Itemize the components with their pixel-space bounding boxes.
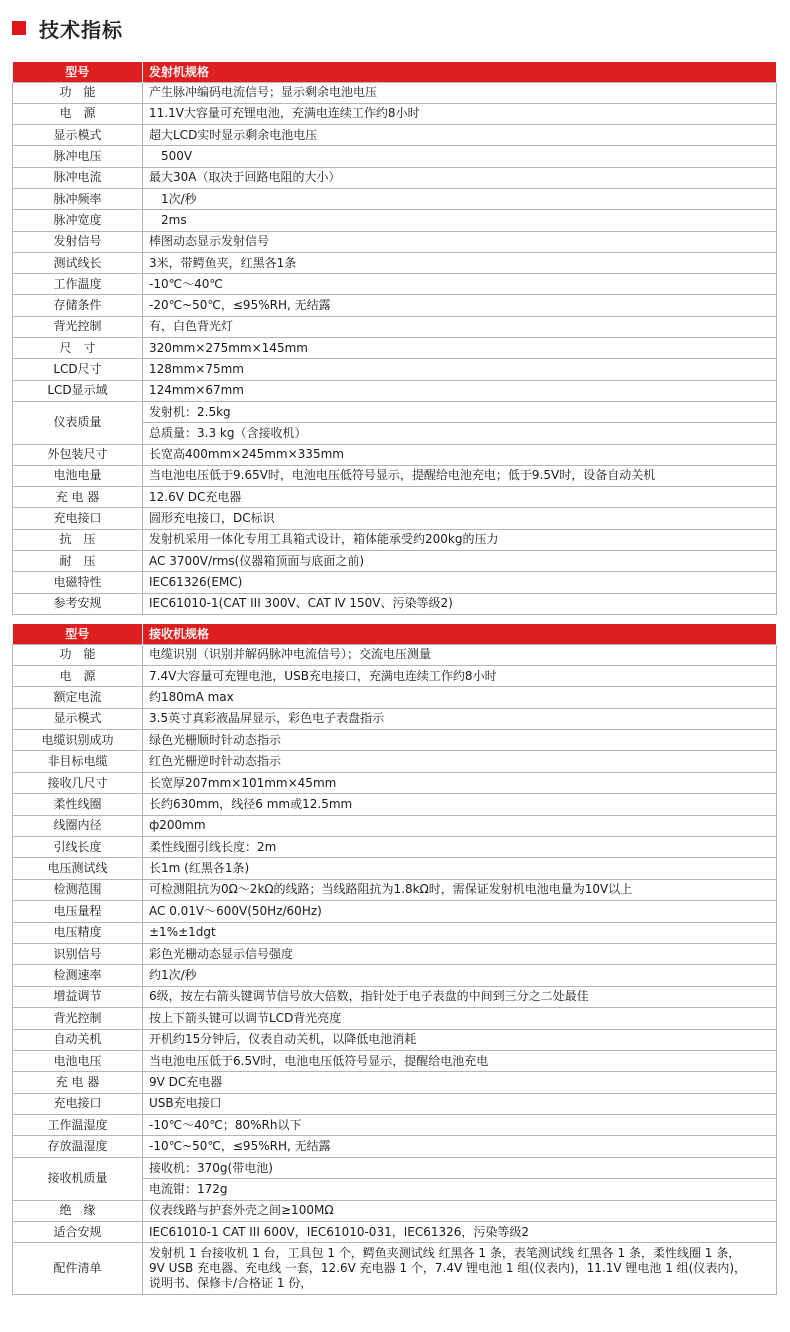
table-row [13, 465, 777, 486]
spec-label: 存储条件 [13, 295, 143, 316]
spec-value: 长宽高400mm×245mm×335mm [143, 444, 777, 465]
spec-value: 超大LCD实时显示剩余电池电压 [143, 125, 777, 146]
spec-label: 引线长度 [13, 837, 143, 858]
spec-label: 耐 压 [13, 551, 143, 572]
spec-label: 接收几尺寸 [13, 772, 143, 793]
spec-value: -10℃～40℃；80%Rh以下 [143, 1115, 777, 1136]
table-row [13, 295, 777, 316]
table-row [13, 879, 777, 900]
spec-label: 仪表质量 [13, 401, 143, 444]
table-row [13, 103, 777, 124]
spec-value: 当电池电压低于6.5V时，电池电压低符号显示，提醒给电池充电 [143, 1050, 777, 1071]
spec-label: 功 能 [13, 82, 143, 103]
spec-value: 320mm×275mm×145mm [143, 338, 777, 359]
table-row [13, 125, 777, 146]
spec-label: 电 源 [13, 103, 143, 124]
spec-label: 抗 压 [13, 529, 143, 550]
spec-value: 仪表线路与护套外壳之间≥100MΩ [143, 1200, 777, 1221]
table-row [13, 508, 777, 529]
spec-value: IEC61010-1(CAT III 300V、CAT Ⅳ 150V、污染等级2) [143, 593, 777, 614]
table-row [13, 687, 777, 708]
table-row [13, 815, 777, 836]
table-row [13, 1222, 777, 1243]
spec-value: 可检测阻抗为0Ω～2kΩ的线路；当线路阻抗为1.8kΩ时，需保证发射机电池电量为10V以上 [143, 879, 777, 900]
spec-label: 电 源 [13, 665, 143, 686]
section-heading [12, 14, 123, 42]
spec-label: 检测范围 [13, 879, 143, 900]
spec-value: 长宽厚207mm×101mm×45mm [143, 772, 777, 793]
spec-label: 增益调节 [13, 986, 143, 1007]
spec-label: 柔性线圈 [13, 794, 143, 815]
spec-label: 充电接口 [13, 508, 143, 529]
spec-value: 3.5英寸真彩液晶屏显示，彩色电子表盘指示 [143, 708, 777, 729]
table-row [13, 837, 777, 858]
table-row [13, 188, 777, 209]
spec-label: 显示模式 [13, 125, 143, 146]
spec-label: 参考安规 [13, 593, 143, 614]
red-square-icon [12, 21, 26, 35]
table-row [13, 252, 777, 273]
table-row [13, 210, 777, 231]
table-row [13, 665, 777, 686]
spec-value: 按上下箭头键可以调节LCD背光亮度 [143, 1008, 777, 1029]
spec-value: 11.1V大容量可充锂电池，充满电连续工作约8小时 [143, 103, 777, 124]
spec-value: 发射机：2.5kg [143, 401, 777, 422]
spec-label: LCD显示域 [13, 380, 143, 401]
table-row [13, 167, 777, 188]
spec-value: 7.4V大容量可充锂电池，USB充电接口，充满电连续工作约8小时 [143, 665, 777, 686]
spec-value-line: 说明书、保修卡/合格证 1 份， [149, 1276, 313, 1291]
spec-value: -10℃~50℃，≤95%RH, 无结露 [143, 1136, 777, 1157]
spec-value: 接收机：370g(带电池) [143, 1157, 777, 1178]
spec-label: 电缆识别成功 [13, 730, 143, 751]
spec-value: 约1次/秒 [143, 965, 777, 986]
spec-label: 功 能 [13, 644, 143, 665]
spec-label: 额定电流 [13, 687, 143, 708]
spec-value: 约180mA max [143, 687, 777, 708]
spec-value: 9V DC充电器 [143, 1072, 777, 1093]
table-row [13, 1136, 777, 1157]
spec-value: 当电池电压低于9.65V时，电池电压低符号显示，提醒给电池充电；低于9.5V时，设备自动关机 [143, 465, 777, 486]
spec-value: ±1%±1dgt [143, 922, 777, 943]
spec-value: -10℃～40℃ [143, 274, 777, 295]
spec-value: 棒图动态显示发射信号 [143, 231, 777, 252]
spec-value-line: 发射机 1 台接收机 1 台，工具包 1 个，鳄鱼夹测试线 红黑各 1 条，表笔测试线 红黑各 1 条，柔性线圈 1 条， [149, 1246, 741, 1261]
spec-value: ф200mm [143, 815, 777, 836]
table-row [13, 1050, 777, 1071]
spec-value: USB充电接口 [143, 1093, 777, 1114]
table-row [13, 316, 777, 337]
spec-label: 工作温湿度 [13, 1115, 143, 1136]
table-row [13, 1157, 777, 1178]
spec-label: 充 电 器 [13, 487, 143, 508]
table-row [13, 231, 777, 252]
spec-label: 工作温度 [13, 274, 143, 295]
header-model: 型号 [13, 62, 143, 82]
spec-value: 有，白色背光灯 [143, 316, 777, 337]
spec-value: IEC61010-1 CAT III 600V，IEC61010-031，IEC61326，污染等级2 [143, 1222, 777, 1243]
page-title: 技术指标 [39, 17, 123, 42]
spec-label: 显示模式 [13, 708, 143, 729]
spec-label: 电磁特性 [13, 572, 143, 593]
table-row [13, 551, 777, 572]
spec-value: 12.6V DC充电器 [143, 487, 777, 508]
spec-label: 自动关机 [13, 1029, 143, 1050]
spec-value: 1次/秒 [143, 188, 777, 209]
table-row [13, 794, 777, 815]
spec-value-line: 9V USB 充电器、充电线 一套，12.6V 充电器 1 个，7.4V 锂电池 1 组(仪表内)，11.1V 锂电池 1 组(仪表内)， [149, 1261, 747, 1276]
table-row [13, 943, 777, 964]
spec-label: 外包装尺寸 [13, 444, 143, 465]
spec-label: 测试线长 [13, 252, 143, 273]
spec-value: 128mm×75mm [143, 359, 777, 380]
table-row [13, 359, 777, 380]
spec-label: 检测速率 [13, 965, 143, 986]
spec-value: 长1m (红黑各1条) [143, 858, 777, 879]
spec-value: IEC61326(EMC) [143, 572, 777, 593]
table-row [13, 901, 777, 922]
table-row [13, 444, 777, 465]
table-row [13, 1093, 777, 1114]
spec-value: 彩色光栅动态显示信号强度 [143, 943, 777, 964]
spec-label: 电压精度 [13, 922, 143, 943]
table-row [13, 1115, 777, 1136]
spec-value: 绿色光栅顺时针动态指示 [143, 730, 777, 751]
table-row [13, 751, 777, 772]
table-row [13, 1029, 777, 1050]
spec-label: 尺 寸 [13, 338, 143, 359]
spec-value: 总质量：3.3 kg（含接收机） [143, 423, 777, 444]
table-row [13, 1008, 777, 1029]
table-row [13, 1072, 777, 1093]
table-row [13, 858, 777, 879]
spec-value: 电缆识别（识别并解码脉冲电流信号）；交流电压测量 [143, 644, 777, 665]
spec-label: 电池电压 [13, 1050, 143, 1071]
spec-label: 充 电 器 [13, 1072, 143, 1093]
spec-label: 充电接口 [13, 1093, 143, 1114]
header-model: 型号 [13, 624, 143, 644]
spec-label: 背光控制 [13, 1008, 143, 1029]
table-row [13, 82, 777, 103]
spec-label: 绝 缘 [13, 1200, 143, 1221]
spec-value: 最大30A（取决于回路电阻的大小） [143, 167, 777, 188]
spec-value: 红色光栅逆时针动态指示 [143, 751, 777, 772]
spec-label: 脉冲电压 [13, 146, 143, 167]
spec-value: 3米，带鳄鱼夹，红黑各1条 [143, 252, 777, 273]
table-row [13, 1243, 777, 1295]
table-row [13, 487, 777, 508]
header-spec: 发射机规格 [143, 62, 777, 82]
spec-label: LCD尺寸 [13, 359, 143, 380]
transmitter-spec-table [12, 62, 777, 615]
spec-value [143, 1243, 777, 1295]
header-spec: 接收机规格 [143, 624, 777, 644]
spec-label: 发射信号 [13, 231, 143, 252]
spec-value: 柔性线圈引线长度：2m [143, 837, 777, 858]
spec-label: 适合安规 [13, 1222, 143, 1243]
spec-value: 124mm×67mm [143, 380, 777, 401]
table-row [13, 401, 777, 422]
spec-value: 电流钳：172g [143, 1179, 777, 1200]
spec-value: AC 3700V/rms(仪器箱顶面与底面之前) [143, 551, 777, 572]
spec-label: 脉冲频率 [13, 188, 143, 209]
spec-label: 接收机质量 [13, 1157, 143, 1200]
table-row [13, 922, 777, 943]
table-row [13, 965, 777, 986]
spec-value: 发射机采用一体化专用工具箱式设计，箱体能承受约200kg的压力 [143, 529, 777, 550]
spec-label: 识别信号 [13, 943, 143, 964]
table-header-row [13, 62, 777, 82]
table-row [13, 593, 777, 614]
table-row [13, 274, 777, 295]
spec-value: 开机约15分钟后，仪表自动关机，以降低电池消耗 [143, 1029, 777, 1050]
table-row [13, 1200, 777, 1221]
spec-value: AC 0.01V～600V(50Hz/60Hz) [143, 901, 777, 922]
spec-label: 脉冲宽度 [13, 210, 143, 231]
table-row [13, 529, 777, 550]
spec-value: 500V [143, 146, 777, 167]
spec-label: 电压测试线 [13, 858, 143, 879]
table-row [13, 730, 777, 751]
spec-value: -20℃~50℃，≤95%RH, 无结露 [143, 295, 777, 316]
spec-value: 2ms [143, 210, 777, 231]
spec-label: 存放温湿度 [13, 1136, 143, 1157]
spec-value: 产生脉冲编码电流信号；显示剩余电池电压 [143, 82, 777, 103]
spec-value: 圆形充电接口，DC标识 [143, 508, 777, 529]
spec-label: 电压量程 [13, 901, 143, 922]
table-row [13, 380, 777, 401]
spec-label: 电池电量 [13, 465, 143, 486]
receiver-spec-table [12, 624, 777, 1295]
spec-label: 线圈内径 [13, 815, 143, 836]
table-row [13, 338, 777, 359]
spec-label: 配件清单 [13, 1243, 143, 1295]
spec-label: 脉冲电流 [13, 167, 143, 188]
spec-label: 背光控制 [13, 316, 143, 337]
table-header-row [13, 624, 777, 644]
spec-value: 6级，按左右箭头键调节信号放大倍数，指针处于电子表盘的中间到三分之二处最佳 [143, 986, 777, 1007]
table-row [13, 146, 777, 167]
table-row [13, 572, 777, 593]
table-row [13, 644, 777, 665]
table-row [13, 772, 777, 793]
table-row [13, 708, 777, 729]
spec-value: 长约630mm，线径6 mm或12.5mm [143, 794, 777, 815]
spec-label: 非目标电缆 [13, 751, 143, 772]
table-row [13, 986, 777, 1007]
